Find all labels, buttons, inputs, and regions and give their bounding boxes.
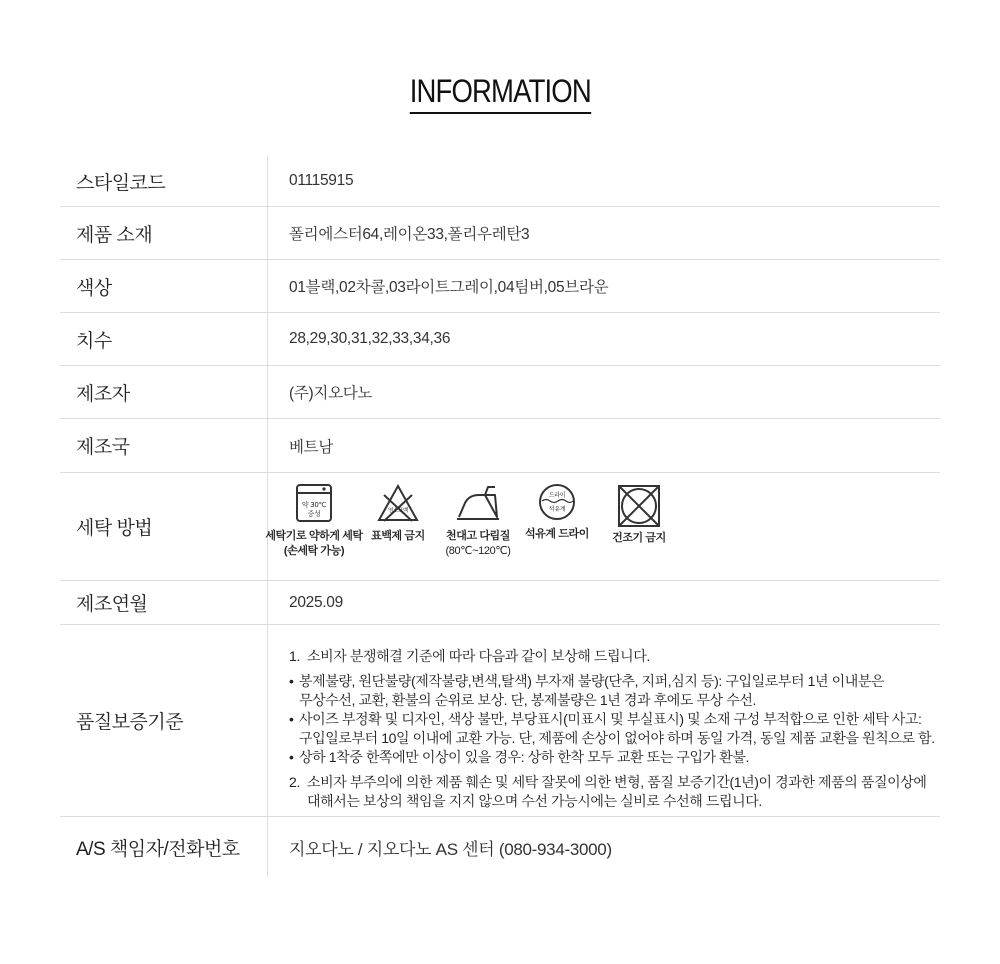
wash-neutral-text: 중성	[307, 510, 321, 518]
wash-30c-neutral-icon	[295, 483, 333, 523]
row-value: 01115915	[289, 172, 354, 189]
item-text: 소비자 부주의에 의한 제품 훼손 및 세탁 잘못에 의한 변형, 품질 보증기간(1년)이 경과한 제품의 품질이상에	[307, 774, 927, 790]
care-caption-main: 석유계 드라이	[524, 528, 589, 540]
bullet-line: 무상수선, 교환, 환불의 순위로 보상. 단, 봉제불량은 1년 경과 후에도 무상 수선.	[299, 692, 756, 708]
title-wrap	[0, 72, 1000, 114]
item-text: 대해서는 보상의 책임을 지지 않으며 수선 가능시에는 실비로 수선해 드립니다.	[307, 793, 762, 809]
row-label: 제품 소재	[60, 207, 268, 259]
care-caption-main: 세탁기로 약하게 세탁	[265, 530, 363, 542]
bullet-line: 봉제불량, 원단불량(제작불량,변색,탈색) 부자재 불량(단추, 지퍼,심지 등): 구입일로부터 1년 이내분은	[299, 673, 885, 689]
page-title: INFORMATION	[409, 72, 590, 114]
row-material	[60, 207, 940, 260]
care-item-wash	[262, 483, 366, 559]
row-label: 품질보증기준	[60, 625, 268, 816]
row-value: 2025.09	[289, 593, 343, 611]
row-value: 폴리에스터64,레이온33,폴리우레탄3	[289, 226, 530, 243]
care-icons	[262, 473, 940, 580]
row-value: (주)지오다노	[289, 385, 373, 402]
row-date	[60, 581, 940, 625]
care-item-bleach	[368, 483, 428, 544]
quality-bullets	[289, 672, 940, 767]
care-caption	[265, 529, 362, 559]
bullet: •	[289, 673, 294, 689]
row-size	[60, 313, 940, 366]
row-label: 제조자	[60, 366, 268, 418]
bullet-line: 구입일로부터 10일 이내에 교환 가능. 단, 제품에 손상이 없어야 하며 동일 가격, 동일 제품 교환을 원칙으로 함.	[299, 730, 935, 746]
info-table	[60, 156, 940, 877]
care-caption-main: 건조기 금지	[612, 532, 666, 544]
row-value: 베트남	[289, 438, 334, 456]
row-maker	[60, 366, 940, 419]
list-item	[289, 710, 940, 748]
row-label: A/S 책임자/전화번호	[60, 817, 268, 877]
care-caption	[371, 529, 425, 544]
row-label: 치수	[60, 313, 268, 365]
dry-text: 드라이	[548, 492, 566, 499]
item-number: 1.	[289, 648, 300, 664]
bullet: •	[289, 711, 294, 727]
row-label: 세탁 방법	[60, 473, 268, 580]
list-item	[289, 748, 940, 767]
row-as	[60, 817, 940, 877]
care-item-iron	[438, 483, 518, 559]
row-label: 제조연월	[60, 581, 268, 624]
wash-temp-text: 약 30℃	[301, 501, 327, 509]
care-caption	[612, 531, 666, 546]
row-country	[60, 419, 940, 473]
care-caption-sub: (80℃~120℃)	[445, 545, 511, 557]
row-quality	[60, 625, 940, 817]
row-value: 01블랙,02차콜,03라이트그레이,04팀버,05브라운	[289, 279, 609, 296]
care-item-tumble	[602, 483, 676, 546]
bullet-line: 상하 1착중 한쪽에만 이상이 있을 경우: 상하 한착 모두 교환 또는 구입가 환불.	[299, 749, 749, 765]
quality-item-1	[289, 647, 940, 666]
row-value: 28,29,30,31,32,33,34,36	[289, 330, 451, 347]
quality-item-2	[289, 773, 940, 811]
petroleum-text: 석유계	[548, 506, 566, 513]
bullet-line: 사이즈 부정확 및 디자인, 색상 불만, 부당표시(미표시 및 부실표시) 및 소재 구성 부적합으로 인한 세탁 사고:	[299, 711, 922, 727]
care-caption-sub: (손세탁 가능)	[283, 545, 345, 557]
row-label: 스타일코드	[60, 156, 268, 206]
row-style-code	[60, 156, 940, 207]
iron-cloth-icon	[455, 483, 501, 523]
row-wash	[60, 473, 940, 581]
no-bleach-icon	[376, 483, 420, 523]
care-caption	[445, 529, 510, 559]
item-text: 소비자 분쟁해결 기준에 따라 다음과 같이 보상해 드립니다.	[307, 648, 650, 664]
bleach-text: 염소표백	[387, 508, 409, 514]
row-label: 색상	[60, 260, 268, 312]
quality-text	[268, 625, 940, 816]
care-caption	[525, 527, 589, 542]
list-item	[289, 672, 940, 710]
row-color	[60, 260, 940, 313]
care-item-dry-clean	[520, 483, 594, 542]
row-value: 지오다노 / 지오다노 AS 센터 (080-934-3000)	[289, 839, 612, 859]
dry-clean-petroleum-icon	[536, 483, 578, 521]
item-number: 2.	[289, 774, 300, 790]
care-caption-main: 천대고 다림질	[445, 530, 510, 542]
care-caption-main: 표백제 금지	[371, 530, 425, 542]
row-label: 제조국	[60, 419, 268, 472]
bullet: •	[289, 749, 294, 765]
no-tumble-dry-icon	[616, 483, 662, 529]
